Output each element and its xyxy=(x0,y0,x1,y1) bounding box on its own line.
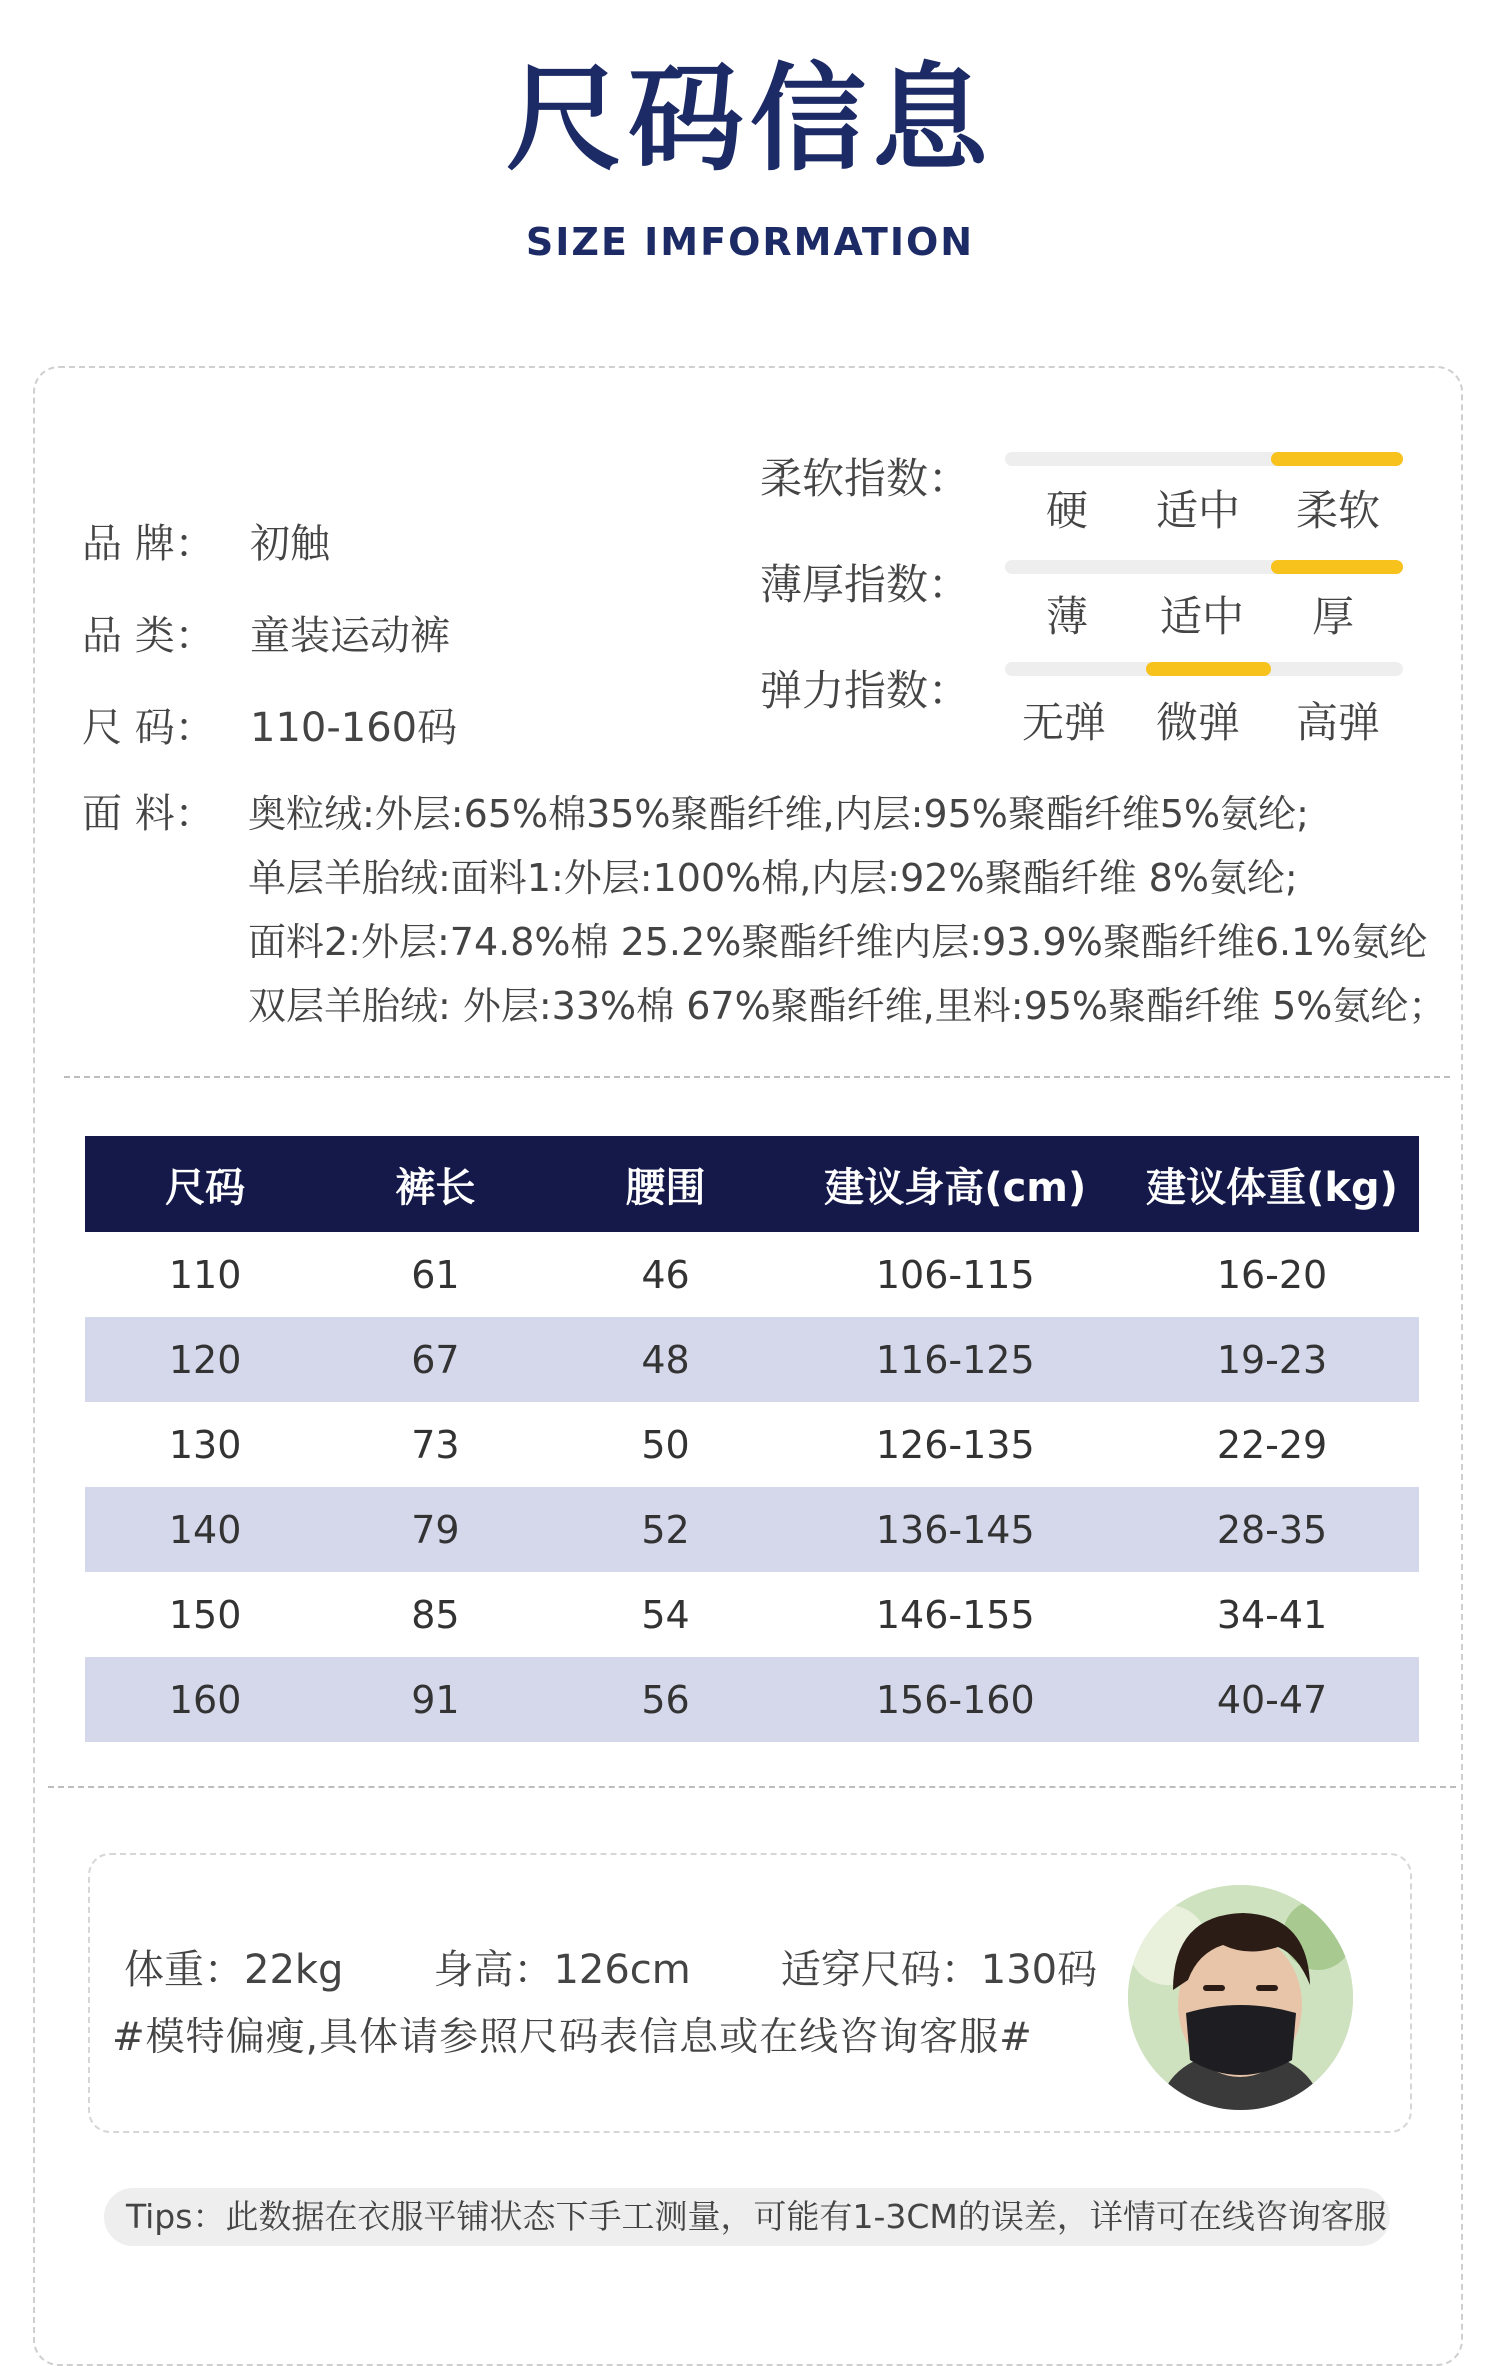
brand-label: 品 牌： xyxy=(82,521,215,567)
thickness-option: 厚 xyxy=(1312,592,1355,641)
section-divider xyxy=(48,1786,1456,1788)
elasticity-index-label: 弹力指数： xyxy=(760,666,971,715)
elasticity-option: 无弹 xyxy=(1022,698,1107,747)
model-weight: 体重：22kg xyxy=(124,1947,344,1993)
table-row xyxy=(85,1317,1419,1402)
table-cell: 67 xyxy=(325,1317,545,1402)
table-header-cell: 建议体重(kg) xyxy=(1125,1136,1419,1232)
table-row xyxy=(85,1487,1419,1572)
table-cell: 22-29 xyxy=(1216,1422,1328,1467)
brand-value: 初触 xyxy=(250,521,330,567)
fabric-label: 面 料： xyxy=(82,791,215,837)
table-cell: 110 xyxy=(168,1252,242,1297)
section-divider xyxy=(64,1076,1450,1078)
model-note: #模特偏瘦,具体请参照尺码表信息或在线咨询客服# xyxy=(112,2015,1033,2060)
category-label: 品 类： xyxy=(82,613,215,659)
table-cell: 91 xyxy=(325,1657,545,1742)
table-cell: 126-135 xyxy=(875,1422,1035,1467)
softness-option: 柔软 xyxy=(1296,486,1381,535)
table-cell: 136-145 xyxy=(786,1487,1126,1572)
table-cell: 46 xyxy=(641,1252,690,1297)
table-cell: 156-160 xyxy=(786,1657,1126,1742)
table-header-cell: 尺码 xyxy=(85,1136,325,1232)
thickness-option: 薄 xyxy=(1046,592,1089,641)
table-cell: 50 xyxy=(641,1422,690,1467)
table-cell: 40-47 xyxy=(1125,1657,1419,1742)
table-header-row xyxy=(85,1136,1419,1232)
elasticity-index-fill xyxy=(1146,662,1271,676)
table-cell: 54 xyxy=(641,1592,690,1637)
table-cell: 140 xyxy=(85,1487,325,1572)
table-row xyxy=(85,1572,1419,1657)
table-cell: 116-125 xyxy=(786,1317,1126,1402)
size-label: 尺 码： xyxy=(82,705,215,751)
elasticity-option: 微弹 xyxy=(1156,698,1241,747)
softness-index-label: 柔软指数： xyxy=(760,454,971,503)
table-cell: 85 xyxy=(411,1592,460,1637)
table-header-cell: 裤长 xyxy=(325,1136,545,1232)
thickness-option: 适中 xyxy=(1160,592,1245,641)
thickness-index-label: 薄厚指数： xyxy=(760,560,971,609)
size-row xyxy=(82,696,457,753)
table-header-cell: 建议身高(cm) xyxy=(786,1136,1126,1232)
brand-row xyxy=(82,512,330,569)
table-cell: 34-41 xyxy=(1216,1592,1328,1637)
table-cell: 28-35 xyxy=(1125,1487,1419,1572)
table-cell: 52 xyxy=(545,1487,785,1572)
thickness-index-bar xyxy=(1005,560,1403,574)
table-header-cell: 腰围 xyxy=(545,1136,785,1232)
elasticity-index-bar xyxy=(1005,662,1403,676)
model-stats xyxy=(124,1938,1187,1995)
fabric-line: 单层羊胎绒:面料1:外层:100%棉,内层:92%聚酯纤维 8%氨纶; xyxy=(248,856,1298,900)
category-value: 童装运动裤 xyxy=(250,613,450,659)
softness-option: 适中 xyxy=(1156,486,1241,535)
model-fit-size: 适穿尺码：130码 xyxy=(780,1947,1098,1993)
table-cell: 48 xyxy=(545,1317,785,1402)
size-table xyxy=(85,1136,1419,1742)
table-row xyxy=(85,1232,1419,1317)
table-cell: 16-20 xyxy=(1216,1252,1328,1297)
table-cell: 79 xyxy=(325,1487,545,1572)
size-value: 110-160码 xyxy=(250,705,458,751)
table-row xyxy=(85,1657,1419,1742)
table-row xyxy=(85,1402,1419,1487)
softness-option: 硬 xyxy=(1046,486,1089,535)
fabric-description xyxy=(248,782,1446,1038)
table-cell: 160 xyxy=(85,1657,325,1742)
table-cell: 19-23 xyxy=(1125,1317,1419,1402)
fabric-line: 双层羊胎绒: 外层:33%棉 67%聚酯纤维,里料:95%聚酯纤维 5%氨纶； xyxy=(248,984,1447,1028)
table-cell: 73 xyxy=(411,1422,460,1467)
table-cell: 120 xyxy=(85,1317,325,1402)
category-row xyxy=(82,604,450,661)
thickness-index-fill xyxy=(1271,560,1403,574)
softness-index-fill xyxy=(1271,452,1403,466)
softness-index-bar xyxy=(1005,452,1403,466)
fabric-line: 奥粒绒:外层:65%棉35%聚酯纤维,内层:95%聚酯纤维5%氨纶; xyxy=(248,792,1309,836)
table-cell: 61 xyxy=(411,1252,460,1297)
model-avatar xyxy=(1128,1885,1353,2110)
fabric-line: 面料2:外层:74.8%棉 25.2%聚酯纤维内层:93.9%聚酯纤维6.1%氨纶 xyxy=(248,920,1428,964)
table-cell: 106-115 xyxy=(875,1252,1035,1297)
model-portrait-icon xyxy=(1128,1885,1353,2110)
page-subtitle: SIZE IMFORMATION xyxy=(525,220,975,264)
table-cell: 130 xyxy=(168,1422,242,1467)
table-cell: 150 xyxy=(168,1592,242,1637)
model-height: 身高：126cm xyxy=(433,1947,691,1993)
table-cell: 56 xyxy=(545,1657,785,1742)
elasticity-option: 高弹 xyxy=(1296,698,1381,747)
table-cell: 146-155 xyxy=(875,1592,1035,1637)
tips-bar: Tips：此数据在衣服平铺状态下手工测量，可能有1-3CM的误差，详情可在线咨询客服 xyxy=(104,2188,1390,2246)
page-title: 尺码信息 xyxy=(506,52,994,187)
